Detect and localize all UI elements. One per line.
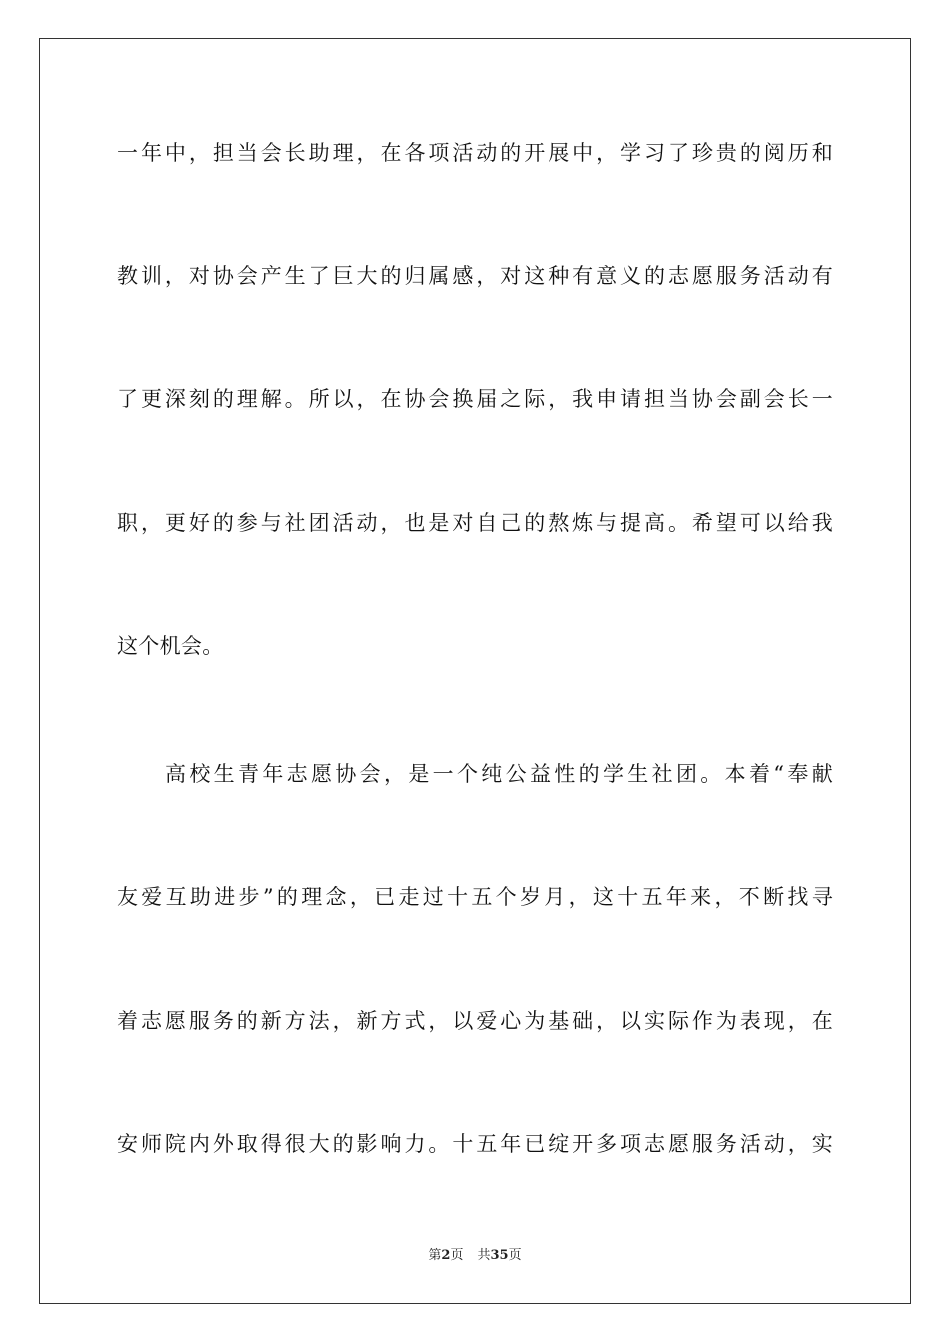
total-prefix: 共 bbox=[477, 1248, 491, 1263]
paragraph-line-8: 着志愿服务的新方法，新方式，以爱心为基础，以实际作为表现，在 bbox=[117, 1009, 833, 1033]
page-suffix: 页 bbox=[450, 1248, 464, 1263]
page-border bbox=[39, 38, 911, 1304]
paragraph-line-5: 这个机会。 bbox=[117, 634, 224, 658]
page-footer bbox=[0, 1247, 950, 1265]
paragraph-line-4: 职，更好的参与社团活动，也是对自己的熬炼与提高。希望可以给我 bbox=[117, 511, 833, 535]
paragraph-line-9: 安师院内外取得很大的影响力。十五年已绽开多项志愿服务活动，实 bbox=[117, 1132, 833, 1156]
paragraph-line-6: 高校生青年志愿协会，是一个纯公益性的学生社团。本着“奉献 bbox=[165, 762, 833, 786]
paragraph-line-2: 教训，对协会产生了巨大的归属感，对这种有意义的志愿服务活动有 bbox=[117, 264, 833, 288]
paragraph-line-3: 了更深刻的理解。所以，在协会换届之际，我申请担当协会副会长一 bbox=[117, 387, 833, 411]
total-pages: 35 bbox=[490, 1248, 509, 1263]
paragraph-line-7: 友爱互助进步”的理念，已走过十五个岁月，这十五年来，不断找寻 bbox=[117, 885, 833, 909]
paragraph-line-1: 一年中，担当会长助理，在各项活动的开展中，学习了珍贵的阅历和 bbox=[117, 141, 833, 165]
total-suffix: 页 bbox=[508, 1248, 522, 1263]
page-prefix: 第 bbox=[428, 1248, 442, 1263]
page-number: 2 bbox=[441, 1248, 451, 1263]
